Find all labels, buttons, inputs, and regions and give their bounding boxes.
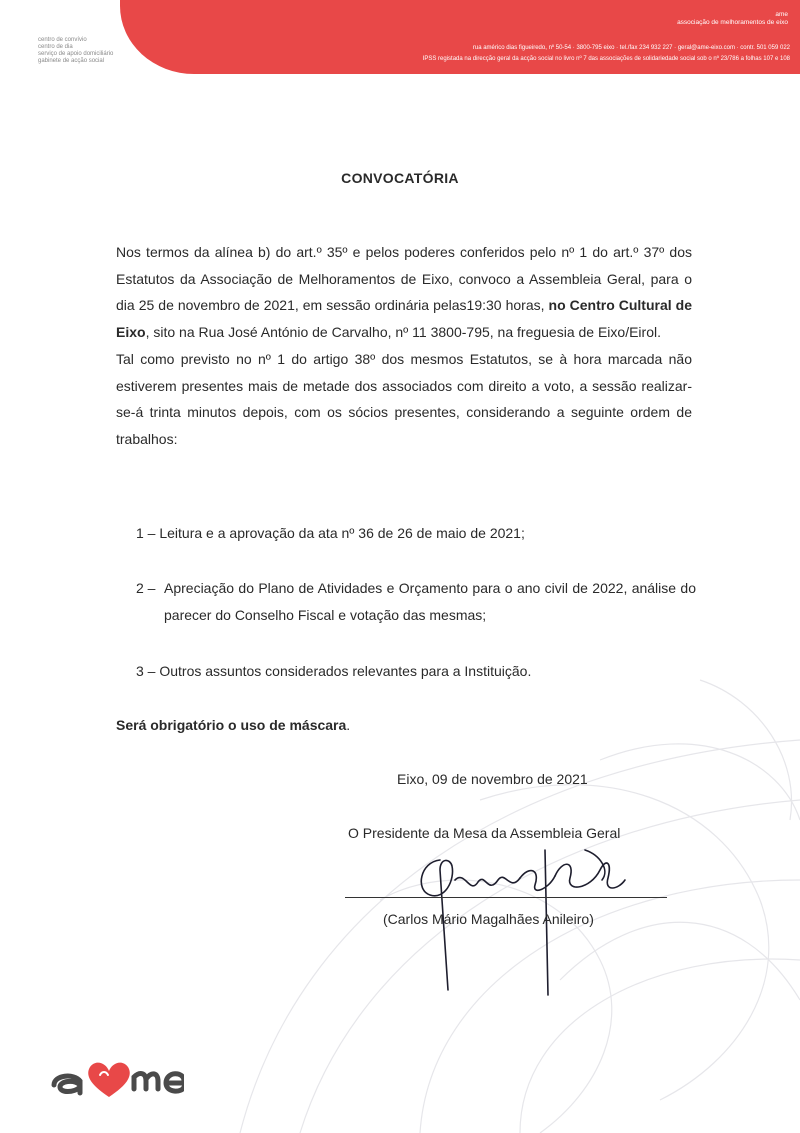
agenda-item [136,658,696,685]
signature-line [345,897,667,898]
agenda-text: Leitura e a aprovação da ata nº 36 de 26 de maio de 2021; [159,525,525,541]
mask-notice-text: Será obrigatório o uso de máscara [116,717,347,733]
agenda-item [136,520,696,547]
header-banner [120,0,800,74]
organization-tagline [38,37,113,65]
tagline-line: gabinete de acção social [38,58,105,64]
tagline-line: centro de convívio [38,37,87,43]
agenda-item [136,575,696,628]
tagline-line: serviço de apoio domiciliário [38,51,114,57]
agenda-text: Outros assuntos considerados relevantes para a Instituição. [159,663,532,679]
document-title: CONVOCATÓRIA [341,170,459,186]
ame-logo [34,1045,184,1105]
venue-bold: no Centro Cultural de Eixo [116,297,692,341]
agenda-number: 2 – [136,580,156,596]
agenda-text: Apreciação do Plano de Atividades e Orçamento para o ano civil de 2022, análise do parecer do Conselho Fiscal e votação das mesmas; [164,580,696,623]
agenda-number: 3 – [136,663,156,679]
contacts-line: rua américo dias figueiredo, nº 50-54 · 3800-795 eixo · tel./fax 234 932 227 · geral@ame-eixo.com · contr. 501 059 022 [472,45,790,51]
paragraph-2: Tal como previsto no nº 1 do artigo 38º dos mesmos Estatutos, se à hora marcada não estiverem presentes mais de metade dos associados com direito a voto, a sessão realizar-se-á trinta minutos depois, com os sócios presentes, considerando a seguinte ordem de trabalhos: [116,350,692,447]
signatory-role: O Presidente da Mesa da Assembleia Geral [348,825,621,841]
legal-line: IPSS registada na direcção geral da acção social no livro nº 7 das associações de solidariedade social sob o nº 23/786 a folhas 107 e 108 [422,56,790,62]
mask-notice-period: . [346,717,351,733]
mask-notice [116,717,350,733]
org-full-name: associação de melhoramentos de eixo [677,19,788,26]
date-place: Eixo, 09 de novembro de 2021 [397,771,588,787]
org-name [677,11,788,27]
agenda-number: 1 – [136,525,156,541]
paragraph-1-start: Nos termos da alínea b) do art.º 35º e pelos poderes conferidos pelo nº 1 do art.º 37º dos Estatutos da Associação de Melhoramentos de Eixo, convoco a Assembleia Geral, para o dia 25 de novembro de 2021, em sessão ordinária pelas19:30 horas, [116,244,692,314]
tagline-line: centro de dia [38,44,73,50]
org-short-name: ame [775,11,788,18]
signatory-name: (Carlos Mário Magalhães Anileiro) [383,911,594,927]
body-text [116,239,692,453]
paragraph-1-end: , sito na Rua José António de Carvalho, nº 11 3800-795, na freguesia de Eixo/Eirol. [145,324,661,341]
